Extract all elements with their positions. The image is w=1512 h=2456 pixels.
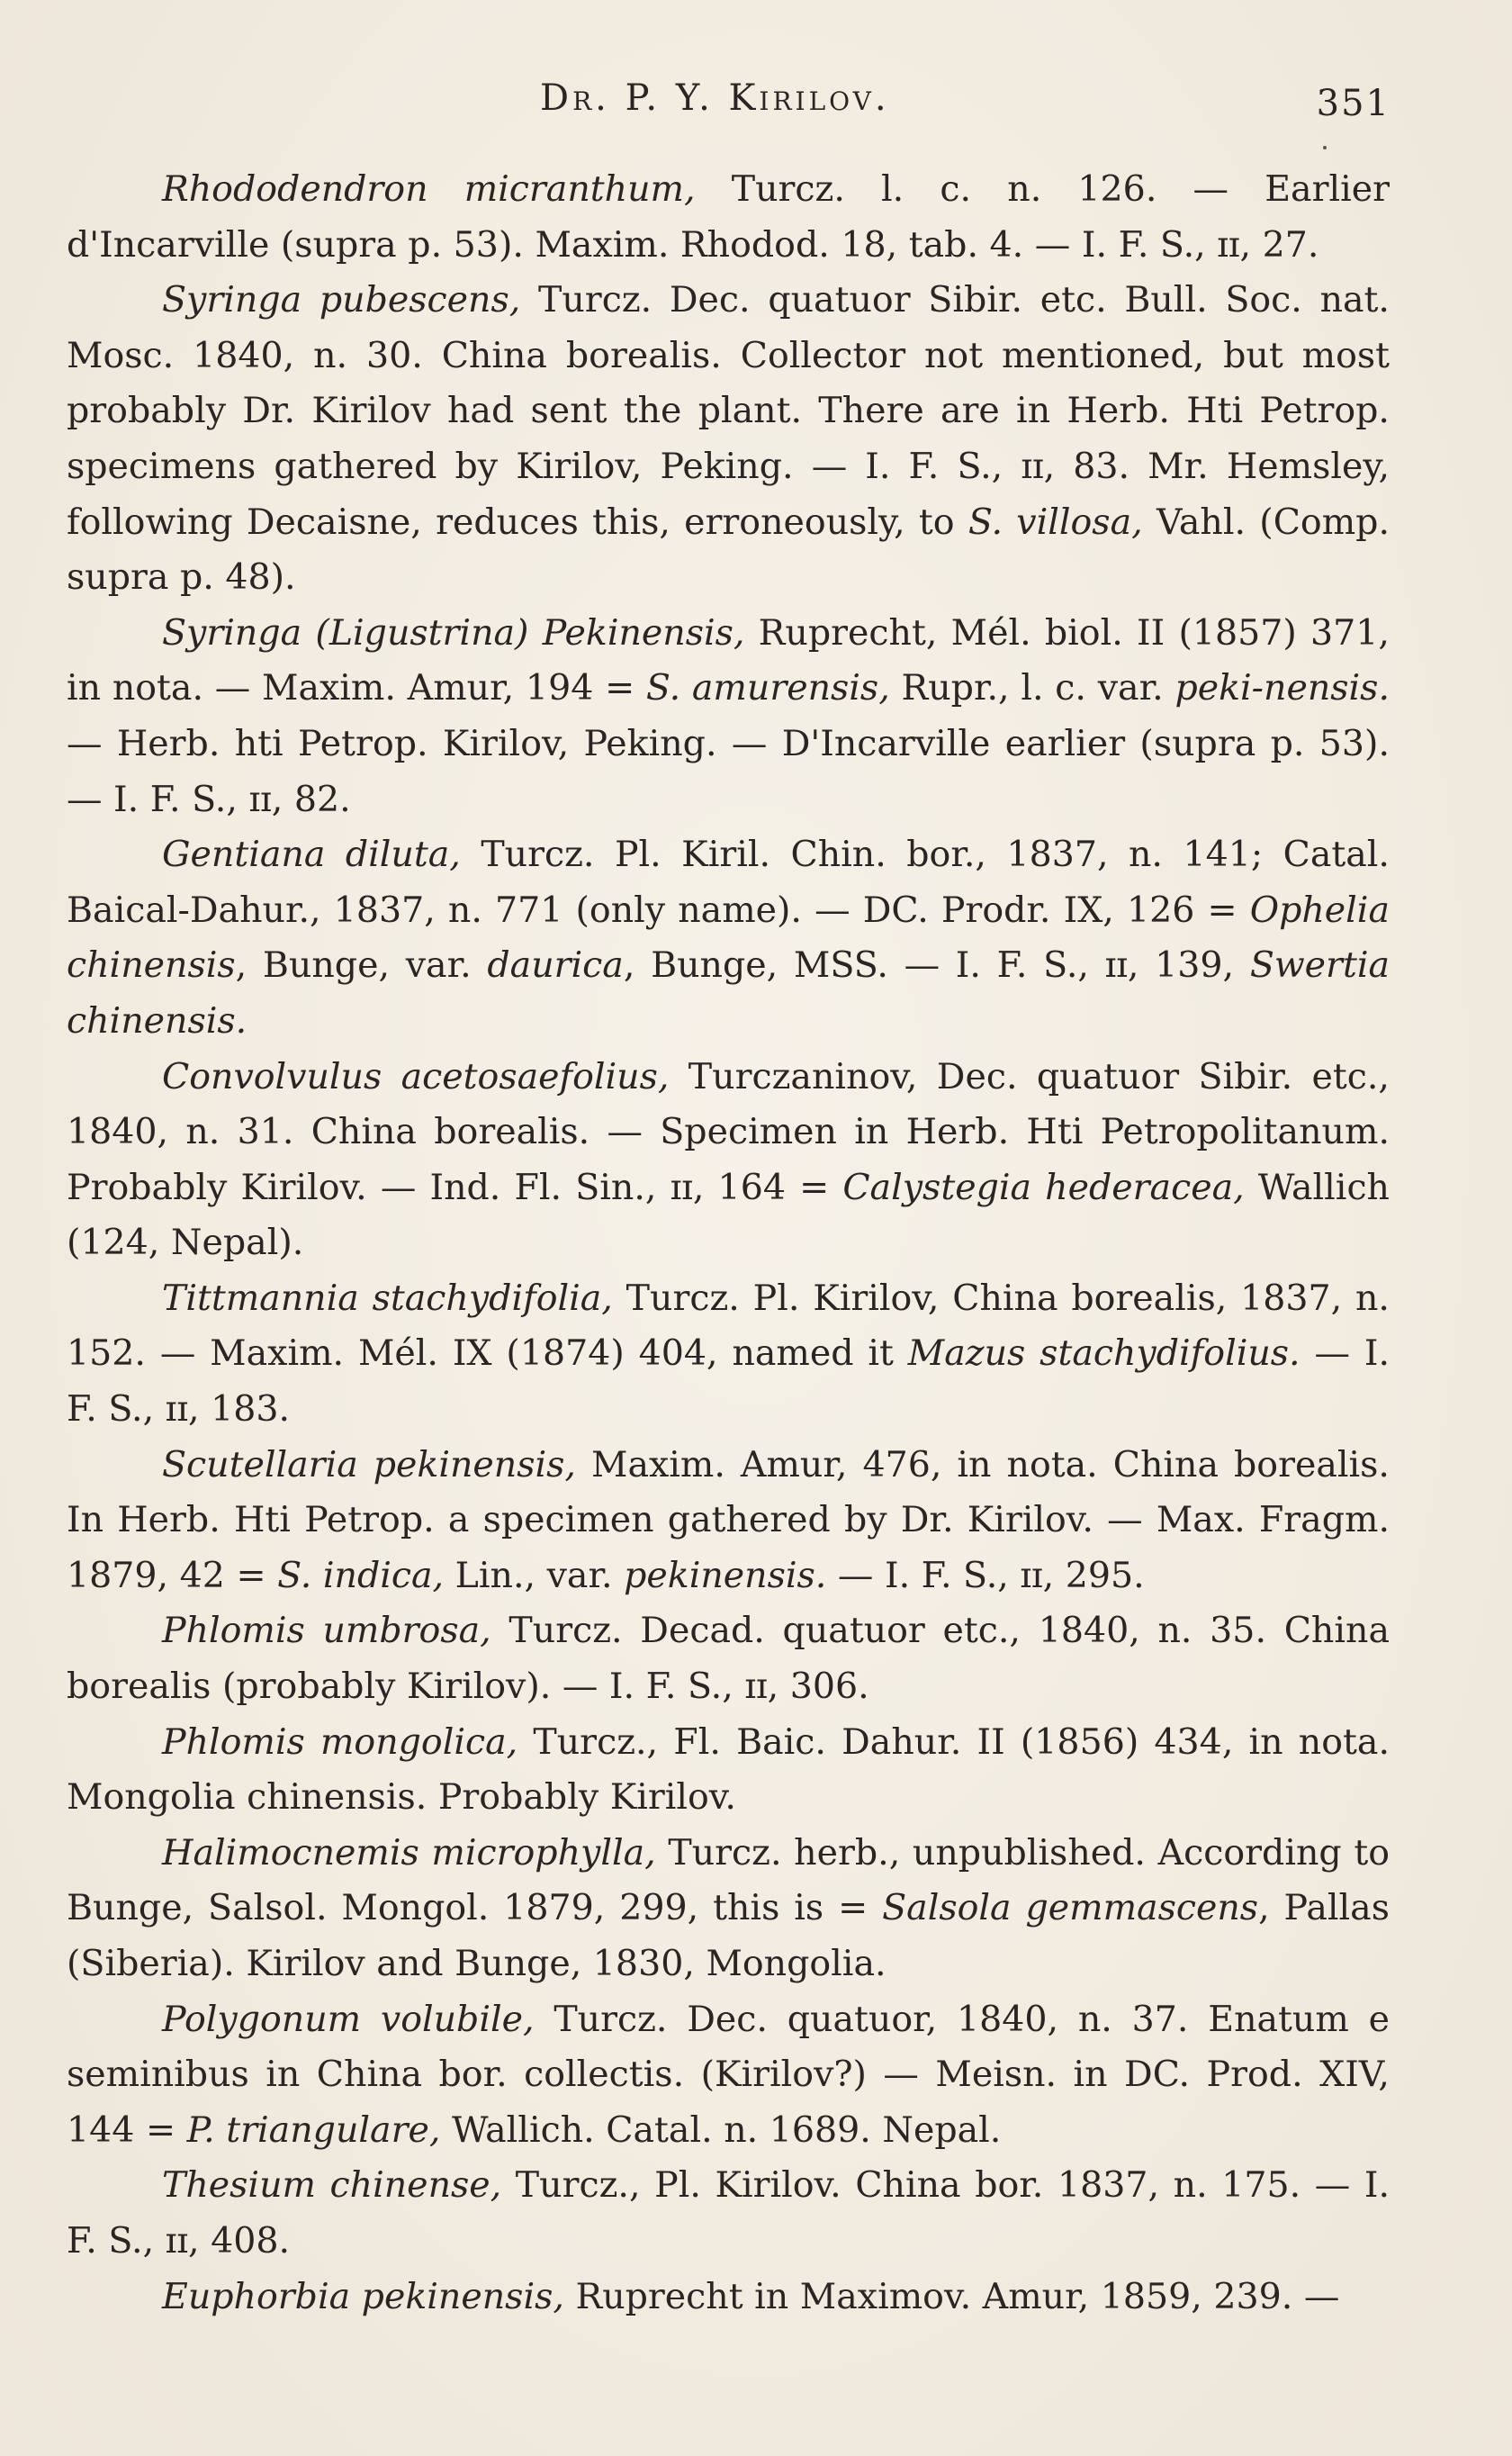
text-run: , Pallas (Siberia). Kirilov and Bunge, 1830, Mongolia. <box>67 1887 1390 1984</box>
entry-paragraph <box>67 827 1390 1049</box>
text-run: Wallich (124, Nepal). <box>67 1166 1390 1264</box>
italic-run: S. villosa, <box>968 501 1143 543</box>
text-run: Lin., var. <box>444 1554 625 1596</box>
italic-run: Polygonum volubile, <box>162 1998 535 2040</box>
running-head <box>0 77 1512 131</box>
text-run: Turcz. herb., unpublished. According to Bunge, Salsol. Mongol. 1879, 299, this is = <box>67 1831 1390 1929</box>
entry-paragraph <box>67 606 1390 827</box>
italic-run: S. amurensis, <box>645 667 890 709</box>
page-number: 351 <box>1316 83 1390 124</box>
italic-run: Calystegia hederacea, <box>842 1166 1245 1208</box>
text-run: Turcz. Dec. quatuor, 1840, n. 37. Enatum e seminibus in China bor. collectis. (Kirilov?) — Meisn. in DC. Prod. XIV, 144 = <box>67 1998 1390 2151</box>
entry-paragraph <box>67 273 1390 606</box>
italic-run: Euphorbia pekinensis, <box>162 2275 564 2317</box>
entry-paragraph <box>67 1715 1390 1826</box>
body-text <box>67 162 1390 2325</box>
text-run: Turcz. Decad. quatuor etc., 1840, n. 35. China borealis (probably Kirilov). — I. F. S., ɪɪ, 306. <box>67 1610 1390 1708</box>
text-run: Turcz. Dec. quatuor Sibir. etc. Bull. Soc. nat. Mosc. 1840, n. 30. China borealis. Collector not mentioned, but most probably Dr. Kirilov had sent the plant. There are in Herb. Hti Petrop. specimens gathered by Kirilov, Peking. — I. F. S., ɪɪ, 83. Mr. Hemsley, following Decaisne, reduces this, erroneously, to <box>67 279 1390 543</box>
ink-speck <box>1323 146 1327 149</box>
italic-run: Syringa pubescens, <box>162 279 521 321</box>
italic-run: Tittmannia stachydifolia, <box>162 1277 613 1319</box>
text-run: Wallich. Catal. n. 1689. Nepal. <box>440 2108 1002 2151</box>
italic-run: Ophelia chinensis <box>67 889 1390 987</box>
italic-run: daurica <box>487 944 624 987</box>
entry-paragraph <box>67 1826 1390 1992</box>
text-run: Vahl. (Comp. supra p. 48). <box>67 501 1390 599</box>
entry-paragraph <box>67 1603 1390 1714</box>
text-run: Turcz. Pl. Kirilov, China borealis, 1837, n. 152. — Maxim. Mél. IX (1874) 404, named it <box>67 1277 1390 1375</box>
text-run: , Bunge, MSS. — I. F. S., ɪɪ, 139, <box>623 944 1250 987</box>
italic-run: Scutellaria pekinensis, <box>162 1443 576 1485</box>
italic-run: S. indica, <box>277 1554 445 1596</box>
italic-run: Rhododendron micranthum, <box>162 168 696 210</box>
entry-paragraph <box>67 2158 1390 2269</box>
text-run: Turcz., Fl. Baic. Dahur. II (1856) 434, in nota. Mongolia chinensis. Probably Kirilov. <box>67 1720 1390 1819</box>
italic-run: Convolvulus acetosaefolius, <box>162 1055 670 1097</box>
text-run: Turcz. Pl. Kiril. Chin. bor., 1837, n. 141; Catal. Baical-Dahur., 1837, n. 771 (only name). — DC. Prodr. IX, 126 = <box>67 834 1390 931</box>
text-run: , Bunge, var. <box>235 944 488 987</box>
text-run: — Herb. hti Petrop. Kirilov, Peking. — D'Incarville earlier (supra p. 53). — I. F. S., ɪɪ, 82. <box>67 722 1390 820</box>
entry-paragraph <box>67 2270 1390 2325</box>
italic-run: Swertia chinensis. <box>67 944 1390 1042</box>
italic-run: Mazus stachydifolius. <box>907 1332 1300 1375</box>
italic-run: Syringa (Ligustrina) Pekinensis, <box>162 611 745 654</box>
text-run: Turcz., Pl. Kirilov. China bor. 1837, n. 175. — I. F. S., ɪɪ, 408. <box>67 2164 1390 2262</box>
italic-run: P. triangulare, <box>186 2108 441 2151</box>
text-run: Maxim. Amur, 476, in nota. China borealis. In Herb. Hti Petrop. a specimen gathered by Dr. Kirilov. — Max. Fragm. 1879, 42 = <box>67 1443 1390 1596</box>
italic-run: Gentiana diluta, <box>162 834 461 876</box>
italic-run: peki-nensis. <box>1174 667 1390 709</box>
entry-paragraph <box>67 1271 1390 1438</box>
text-run: Ruprecht in Maximov. Amur, 1859, 239. — <box>563 2275 1340 2317</box>
italic-run: Phlomis umbrosa, <box>162 1610 491 1652</box>
entry-paragraph <box>67 162 1390 273</box>
italic-run: Thesium chinense, <box>162 2164 502 2207</box>
text-run: Rupr., l. c. var. <box>889 667 1175 709</box>
text-run: — I. F. S., ɪɪ, 183. <box>67 1332 1390 1431</box>
entry-paragraph <box>67 1438 1390 1604</box>
italic-run: Halimocnemis microphylla, <box>162 1831 656 1874</box>
text-run: Turcz. l. c. n. 126. — Earlier d'Incarville (supra p. 53). Maxim. Rhodod. 18, tab. 4. — I. F. S., ɪɪ, 27. <box>67 168 1390 266</box>
italic-run: pekinensis. <box>624 1554 827 1596</box>
text-run: — I. F. S., ɪɪ, 295. <box>826 1554 1145 1596</box>
entry-paragraph <box>67 1050 1390 1271</box>
entry-paragraph <box>67 1992 1390 2159</box>
running-head-title: Dr. P. Y. Kirilov. <box>540 77 890 119</box>
italic-run: Phlomis mongolica, <box>162 1720 518 1763</box>
italic-run: Salsola gemmascens <box>882 1887 1259 1929</box>
text-run: Ruprecht, Mél. biol. II (1857) 371, in nota. — Maxim. Amur, 194 = <box>67 611 1390 709</box>
text-run: Turczaninov, Dec. quatuor Sibir. etc., 1840, n. 31. China borealis. — Specimen in Herb. Hti Petropolitanum. Probably Kirilov. — Ind. Fl. Sin., ɪɪ, 164 = <box>67 1055 1390 1208</box>
